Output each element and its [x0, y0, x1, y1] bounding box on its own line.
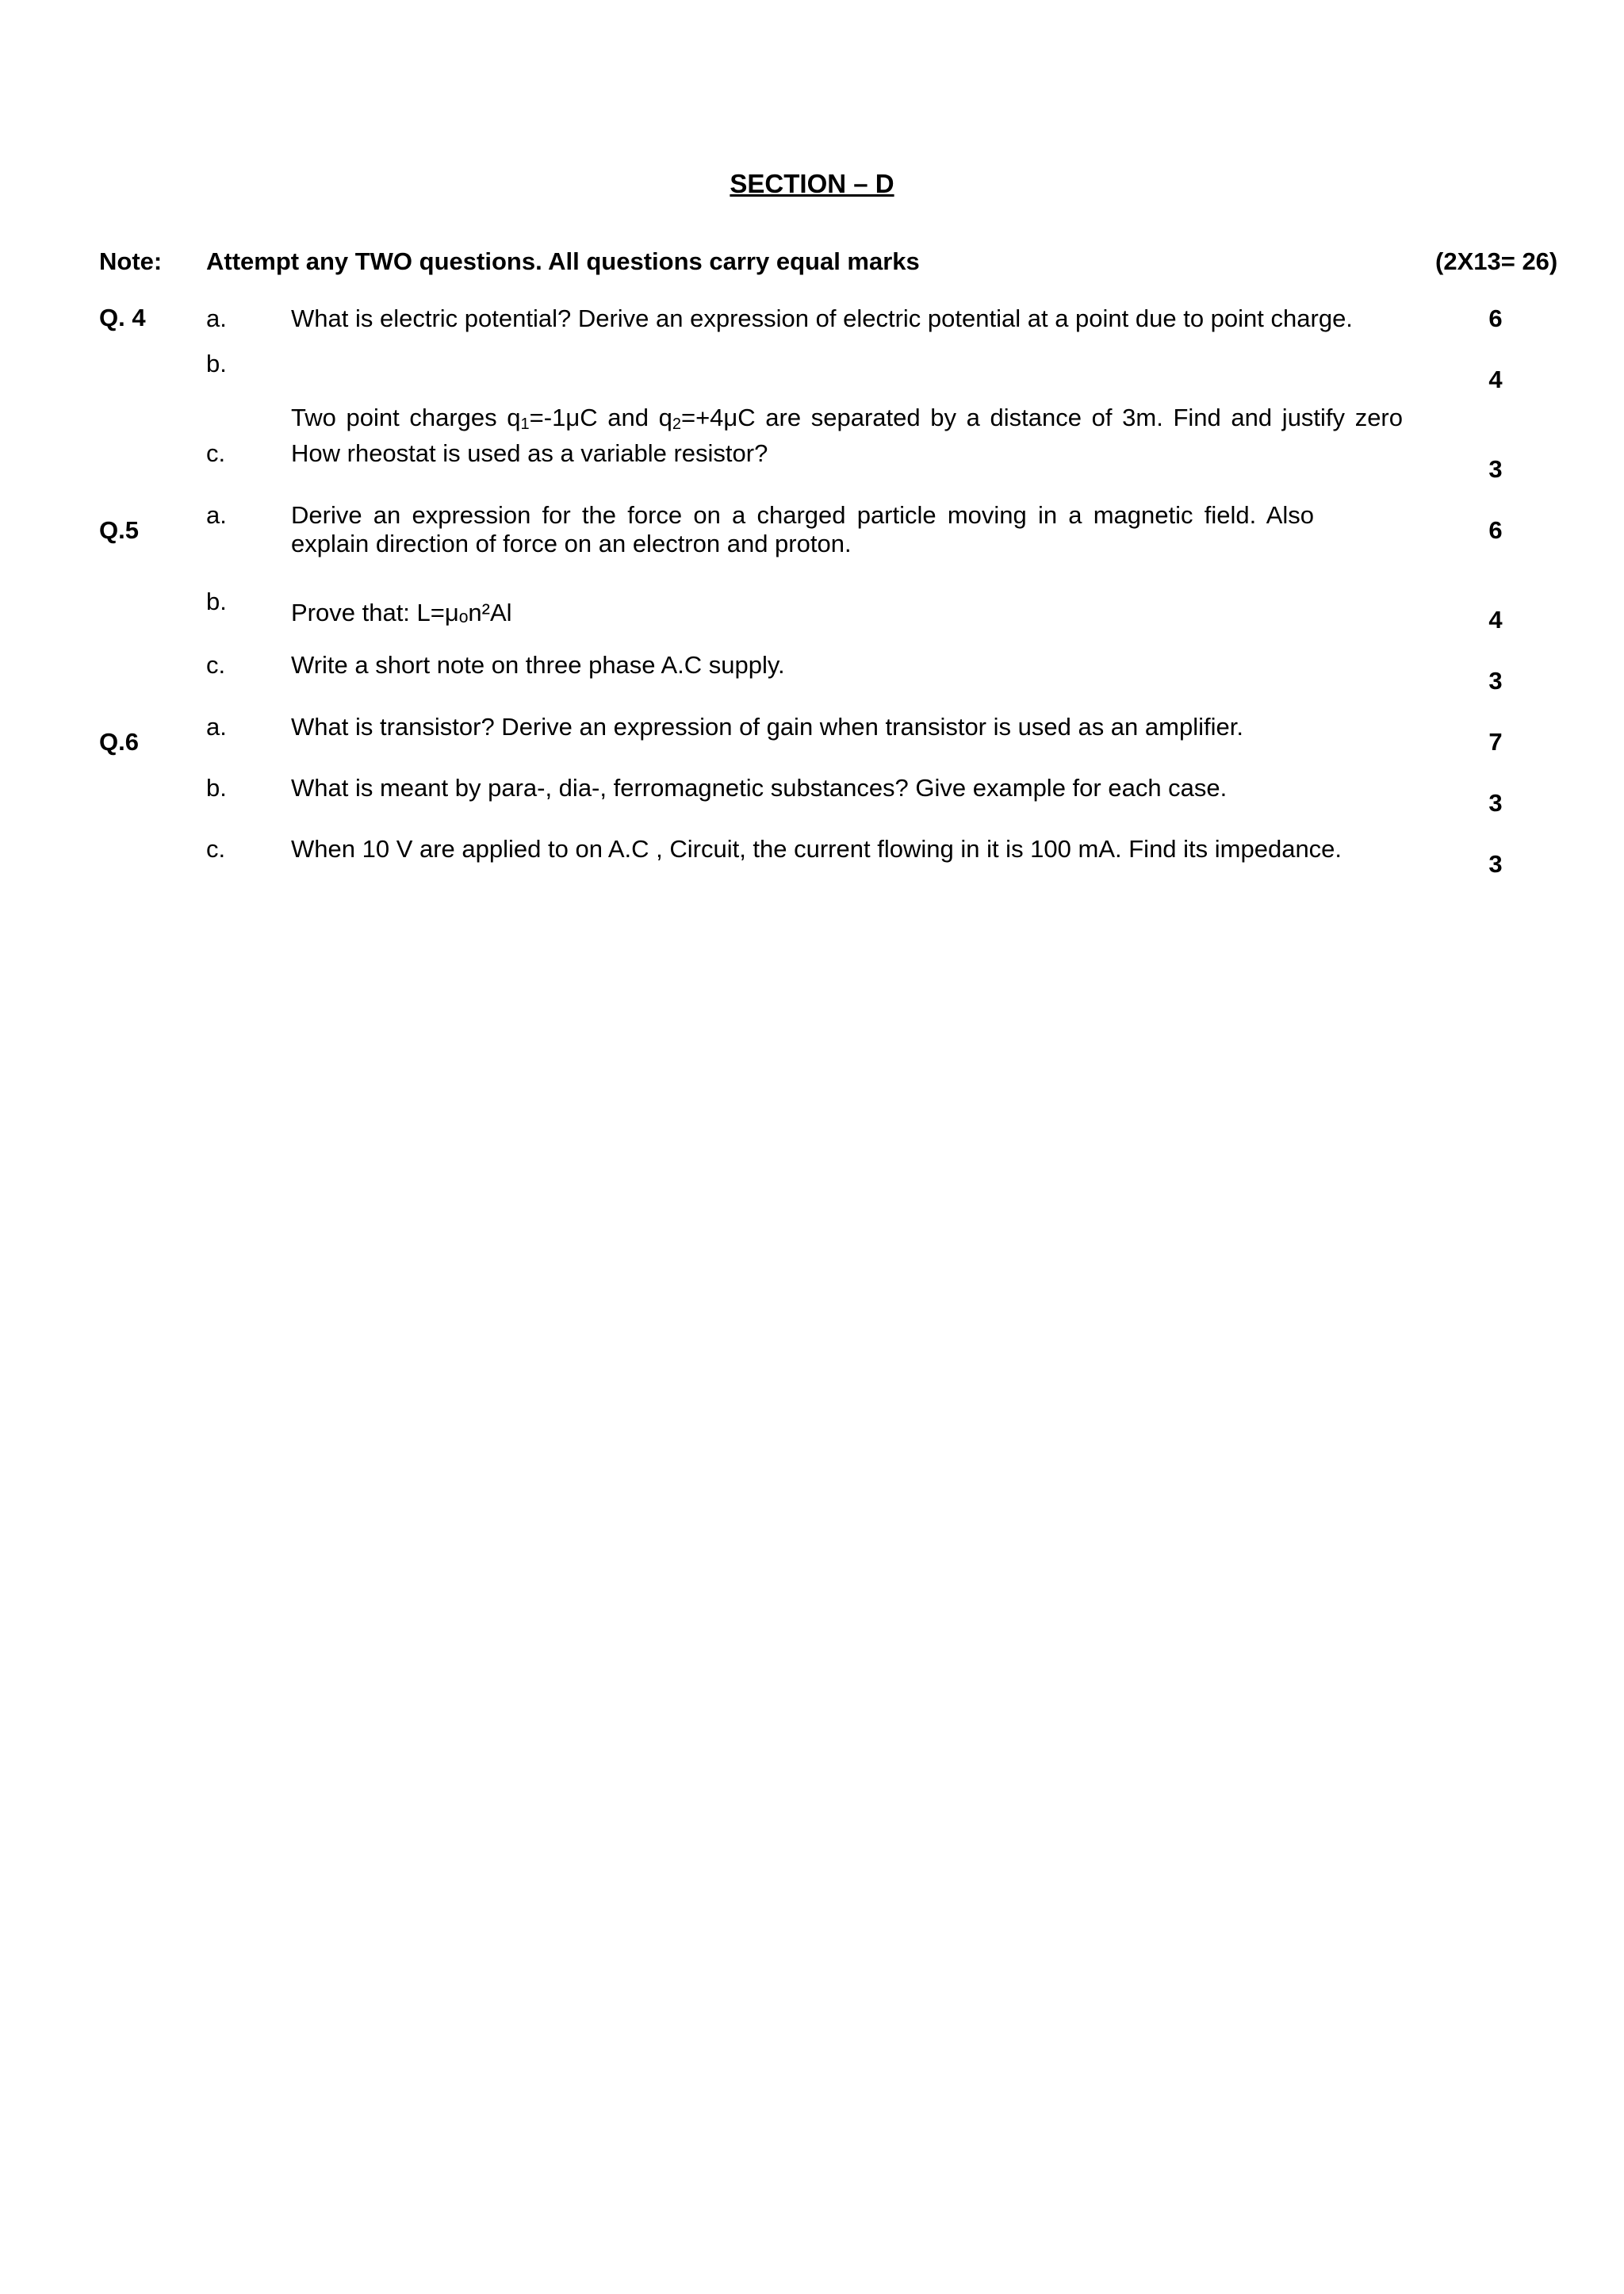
q6-part-b-marks: 3 [1488, 789, 1503, 817]
q6-part-a-marks: 7 [1488, 728, 1503, 756]
q5-part-c-marks: 3 [1488, 667, 1503, 695]
q5-part-c-text: Write a short note on three phase A.C supply. [291, 651, 785, 679]
note-marks: (2X13= 26) [1435, 247, 1558, 275]
question-number-q5: Q.5 [99, 516, 139, 544]
q6-part-c-label: c. [206, 835, 226, 863]
question-number-q4: Q. 4 [99, 304, 146, 331]
note-text: Attempt any TWO questions. All questions carry equal marks [206, 247, 920, 275]
note-label: Note: [99, 247, 163, 275]
q4-part-b-text: Two point charges $q_1=-1\mu C$ and $q_2=+4\mu C$ are separated by a distance of 3m. Find and justify zero [291, 404, 1403, 433]
q6-part-b-text: What is meant by para-, dia-, ferromagnetic substances? Give example for each case. [291, 774, 1228, 802]
q5-part-a-text: Derive an expression for the force on a charged particle moving in a magnetic field. Also explain direction of force on an electron and proton. [291, 501, 1314, 557]
q5-part-a-label: a. [206, 501, 227, 529]
q4-part-c-text: How rheostat is used as a variable resistor? [291, 439, 768, 467]
q5-part-c-label: c. [206, 651, 226, 679]
q6-part-c-marks: 3 [1488, 850, 1503, 878]
question-number-q6: Q.6 [99, 728, 139, 756]
q6-part-c-text: When 10 V are applied to on A.C , Circuit, the current flowing in it is 100 mA. Find its impedance. [291, 835, 1342, 863]
section-title-text: SECTION – D [730, 169, 894, 198]
q4-part-b-label: b. [206, 350, 227, 377]
q4-part-b-marks: 4 [1488, 366, 1503, 393]
q5-part-b-marks: 4 [1488, 606, 1503, 634]
q6-part-a-text: What is transistor? Derive an expression of gain when transistor is used as an amplifier. [291, 713, 1243, 741]
q4-part-a-text: What is electric potential? Derive an expression of electric potential at a point due to point charge. [291, 304, 1353, 332]
q5-part-a-marks: 6 [1488, 516, 1503, 544]
q5-part-b-label: b. [206, 588, 227, 615]
q4-part-c-label: c. [206, 439, 226, 467]
section-title [0, 168, 1624, 200]
q6-part-a-label: a. [206, 713, 227, 741]
q4-part-a-label: a. [206, 304, 227, 332]
q6-part-b-label: b. [206, 774, 227, 802]
q4-part-c-marks: 3 [1488, 455, 1503, 483]
q4-part-a-marks: 6 [1488, 304, 1503, 332]
q5-part-b-text: Prove that: L=μₒn²Al [291, 599, 512, 626]
